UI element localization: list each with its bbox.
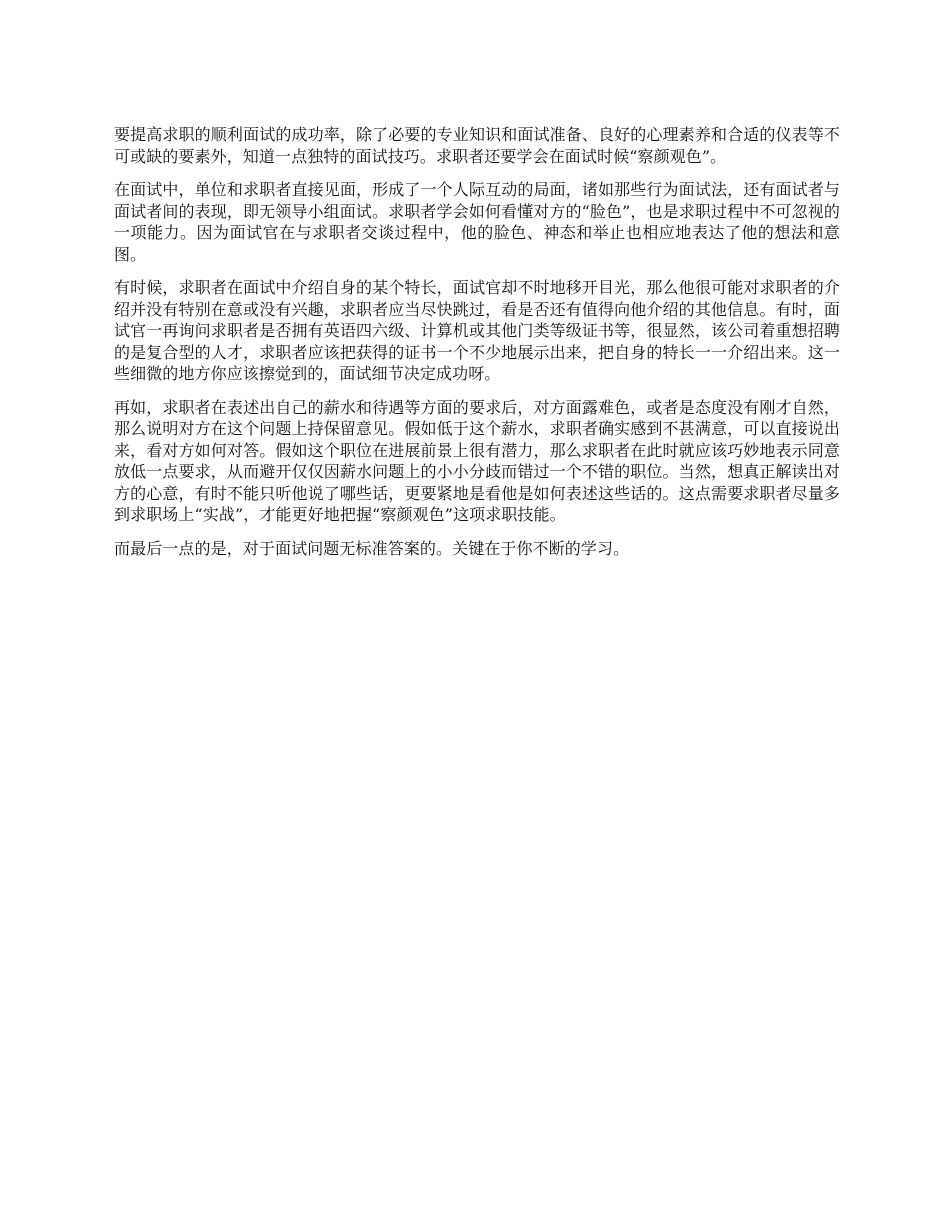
paragraph-conclusion: 而最后一点的是，对于面试问题无标准答案的。关键在于你不断的学习。 [114,538,630,558]
paragraph-intro: 要提高求职的顺利面试的成功率，除了必要的专业知识和面试准备、良好的心理素养和合适的仪表等不可或缺的要素外，知道一点独特的面试技巧。求职者还要学会在面试时候“察颜观色”。 [114,125,840,166]
paragraph-sometimes: 有时候，求职者在面试中介绍自身的某个特长，面试官却不时地移开目光，那么他很可能对求职者的介绍并没有特别在意或没有兴趣，求职者应当尽快跳过，看是否还有值得向他介绍的其他信息。有时，面试官一再询问求职者是否拥有英语四六级、计算机或其他门类等级证书等，很显然，该公司着重想招聘的是复合型的人才，求职者应该把获得的证书一个不少地展示出来，把自身的特长一一介绍出来。这一些细微的地方你应该擦觉到的，面试细节决定成功呀。 [114,278,840,383]
paragraph-salary: 再如，求职者在表述出自己的薪水和待遇等方面的要求后，对方面露难色，或者是态度没有刚才自然，那么说明对方在这个问题上持保留意见。假如低于这个薪水，求职者确实感到不甚满意，可以直接说出来，看对方如何对答。假如这个职位在进展前景上很有潜力，那么求职者在此时就应该巧妙地表示同意放低一点要求，从而避开仅仅因薪水问题上的小小分歧而错过一个不错的职位。当然，想真正解读出对方的心意，有时不能只听他说了哪些话，更要紧地是看他是如何表述这些话的。这点需要求职者尽量多到求职场上“实战”，才能更好地把握“察颜观色”这项求职技能。 [114,397,840,524]
document-body [114,124,840,571]
paragraph-face-to-face: 在面试中，单位和求职者直接见面，形成了一个人际互动的局面，诸如那些行为面试法，还有面试者与面试者间的表现，即无领导小组面试。求职者学会如何看懂对方的“脸色”，也是求职过程中不可忽视的一项能力。因为面试官在与求职者交谈过程中，他的脸色、神态和举止也相应地表达了他的想法和意图。 [114,180,840,264]
